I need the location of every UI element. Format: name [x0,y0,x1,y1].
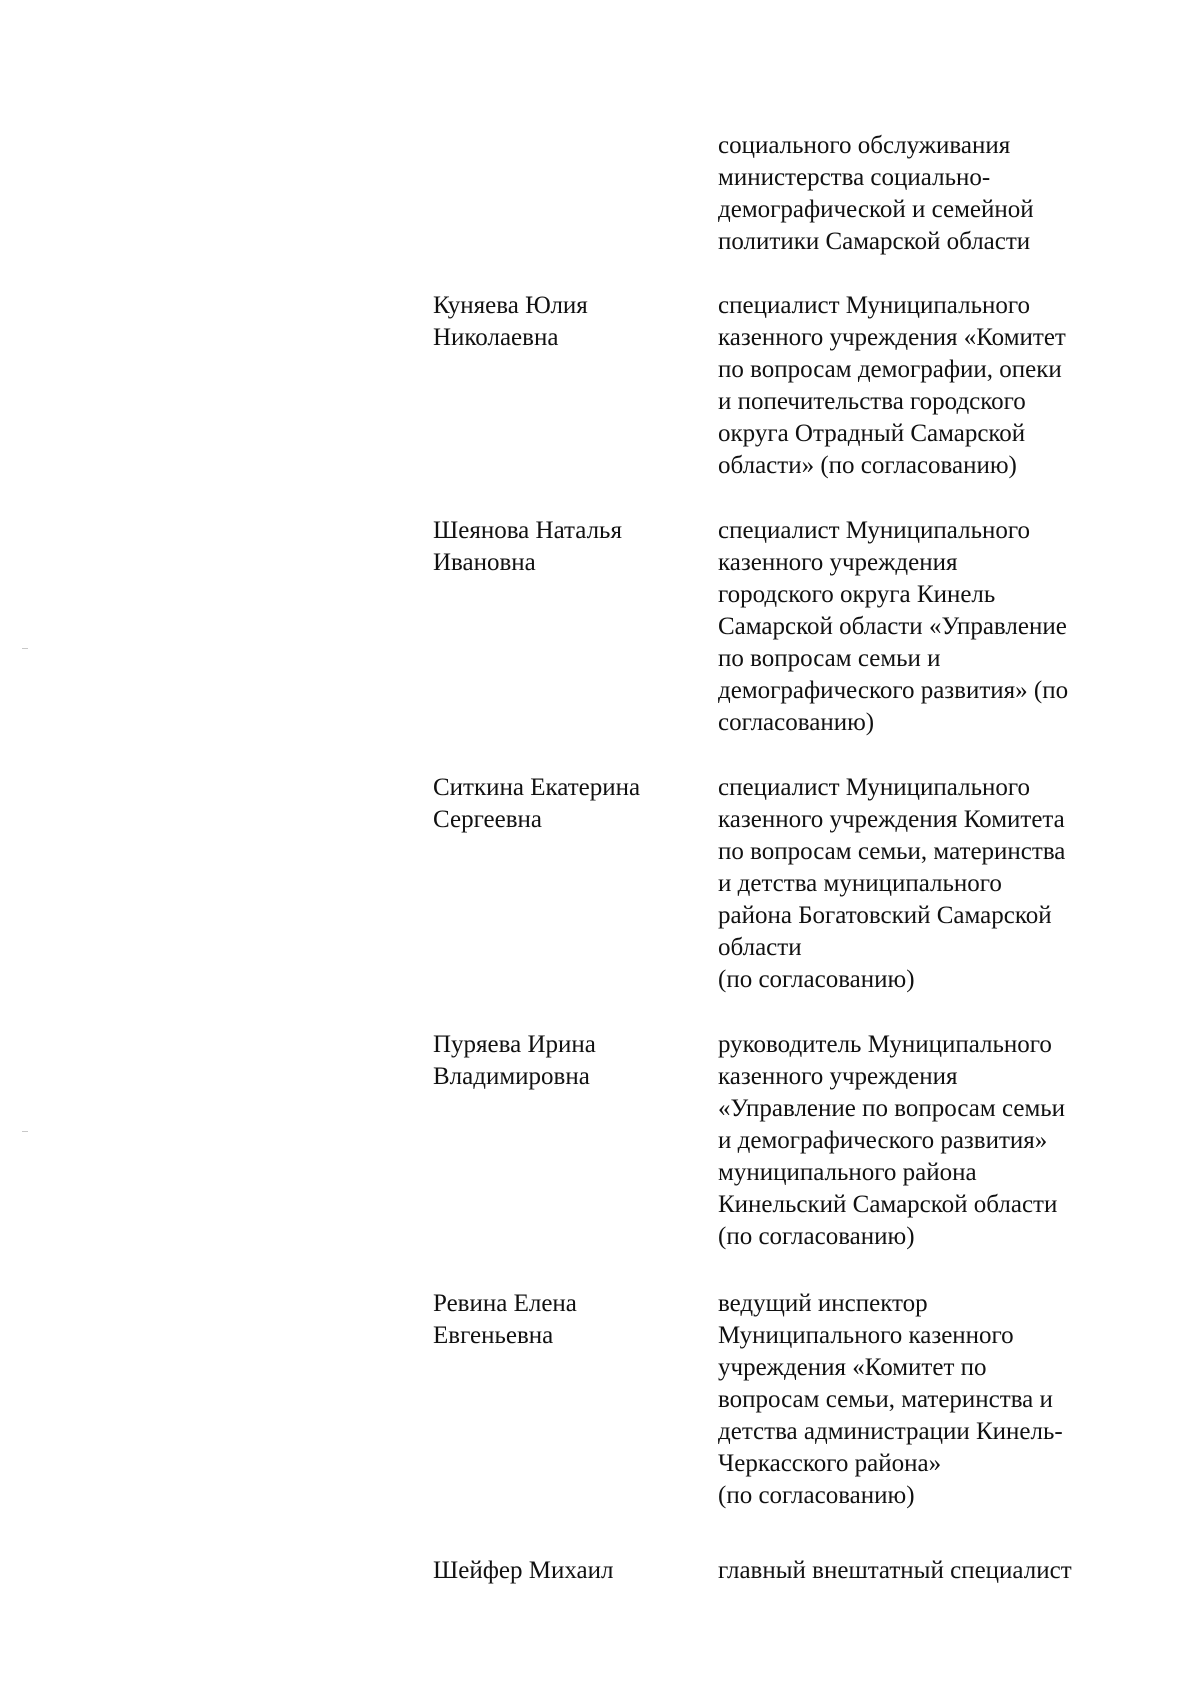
member-position: специалист Муниципального казенного учреждения Комитета по вопросам семьи, материнства и детства муниципального района Богатовский Самарской области (по согласованию) [718,774,1066,993]
member-position: ведущий инспектор Муниципального казенного учреждения «Комитет по вопросам семьи, материнства и детства администрации Кинель- Черкасского района» (по согласованию) [718,1290,1063,1509]
member-name: Шеянова Наталья Ивановна [433,517,622,576]
member-name: Куняева Юлия Николаевна [433,292,588,351]
member-position: руководитель Муниципального казенного учреждения «Управление по вопросам семьи и демографического развития» муниципального района Кинельский Самарской области (по согласованию) [718,1031,1066,1250]
member-name: Пуряева Ирина Владимировна [433,1031,596,1090]
member-position: специалист Муниципального казенного учреждения «Комитет по вопросам демографии, опеки и попечительства городского округа Отрадный Самарской области» (по согласованию) [718,292,1066,479]
member-position: главный внештатный специалист [718,1557,1072,1584]
intro-position-continuation: социального обслуживания министерства социально- демографической и семейной политики Самарской области [718,132,1034,255]
member-name: Шейфер Михаил [433,1557,614,1584]
member-name: Ситкина Екатерина Сергеевна [433,774,641,833]
scan-speck [22,648,28,649]
member-name: Ревина Елена Евгеньевна [433,1290,577,1349]
member-position: специалист Муниципального казенного учреждения городского округа Кинель Самарской области «Управление по вопросам семьи и демографического развития» (по согласованию) [718,517,1069,736]
scan-speck [22,1131,28,1132]
